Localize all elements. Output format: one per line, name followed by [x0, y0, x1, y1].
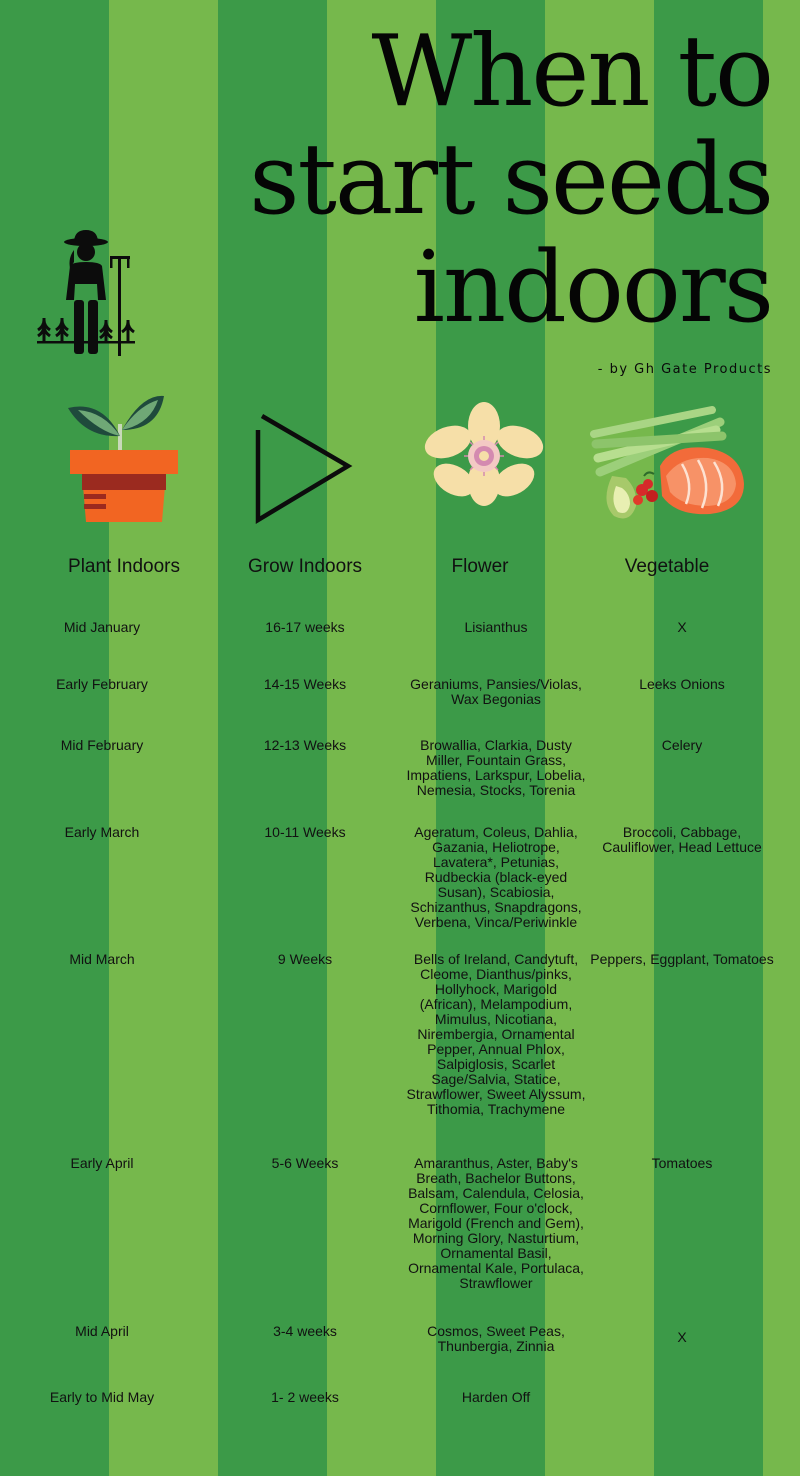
cell-vegetable: Tomatoes: [651, 1155, 713, 1171]
flower-icon: [424, 402, 544, 506]
cell-grow: 12-13 Weeks: [263, 737, 347, 753]
cell-plant: Mid February: [60, 737, 144, 753]
cell-vegetable: X: [677, 1329, 687, 1345]
cell-grow: 3-4 weeks: [273, 1323, 337, 1339]
cell-plant: Early to Mid May: [49, 1389, 155, 1405]
cell-grow: 5-6 Weeks: [271, 1155, 339, 1171]
cell-grow: 9 Weeks: [277, 951, 333, 967]
cell-grow: 10-11 Weeks: [264, 824, 346, 840]
title-line-1: When to: [371, 15, 772, 129]
header-flower: Flower: [451, 556, 509, 577]
cell-grow: 1- 2 weeks: [271, 1389, 339, 1405]
cell-plant: Early February: [56, 676, 148, 692]
cell-flower: Lisianthus: [464, 619, 528, 635]
header-grow-indoors: Grow Indoors: [247, 556, 363, 577]
cell-vegetable: X: [677, 619, 687, 635]
header-vegetable: Vegetable: [624, 556, 710, 577]
cell-plant: Early April: [70, 1155, 134, 1171]
title-line-2: start seeds: [249, 123, 772, 237]
cell-vegetable: Broccoli, Cabbage, Cauliflower, Head Lettuce: [602, 824, 762, 855]
cell-plant: Early March: [64, 824, 140, 840]
cell-flower: Harden Off: [461, 1389, 531, 1405]
cell-plant: Mid April: [75, 1323, 129, 1339]
cell-flower: Geraniums, Pansies/Violas, Wax Begonias: [410, 676, 582, 707]
cell-plant: Mid March: [69, 951, 135, 967]
cell-vegetable: Celery: [661, 737, 703, 753]
cell-vegetable: Peppers, Eggplant, Tomatoes: [590, 951, 774, 967]
play-triangle-icon: [250, 412, 360, 524]
cell-flower: Ageratum, Coleus, Dahlia, Gazania, Heliotrope, Lavatera*, Petunias, Rudbeckia (black-eyed Susan), Scabiosia, Schizanthus, Snapdragons, Verbena, Vinca/Periwinkle: [410, 824, 582, 930]
cell-grow: 16-17 weeks: [265, 619, 345, 635]
byline: - by Gh Gate Products: [597, 362, 772, 377]
cell-flower: Cosmos, Sweet Peas, Thunbergia, Zinnia: [427, 1323, 565, 1354]
table-header: [0, 556, 800, 582]
cell-flower: Amaranthus, Aster, Baby's Breath, Bachelor Buttons, Balsam, Calendula, Celosia, Cornflower, Four o'clock, Marigold (French and Gem), Morning Glory, Nasturtium, Ornamental Basil, Ornamental Kale, Portulaca, Strawflower: [408, 1155, 584, 1291]
plant-pot-icon: [62, 394, 182, 524]
vegetables-icon: [590, 404, 750, 524]
header-plant-indoors: Plant Indoors: [68, 556, 180, 577]
cell-grow: 14-15 Weeks: [263, 676, 347, 692]
cell-flower: Browallia, Clarkia, Dusty Miller, Fountain Grass, Impatiens, Larkspur, Lobelia, Nemesia, Stocks, Torenia: [406, 737, 586, 798]
cell-plant: Mid January: [63, 619, 141, 635]
farmer-icon: [34, 228, 138, 362]
page-title: [212, 15, 772, 345]
cell-vegetable: Leeks Onions: [639, 676, 725, 692]
cell-flower: Bells of Ireland, Candytuft, Cleome, Dianthus/pinks, Hollyhock, Marigold (African), Melampodium, Mimulus, Nicotiana, Nirembergia, Ornamental Pepper, Annual Phlox, Salpiglosis, Scarlet Sage/Salvia, Statice, Strawflower, Sweet Alyssum, Tithomia, Trachymene: [406, 951, 586, 1117]
title-line-3: indoors: [413, 231, 772, 345]
